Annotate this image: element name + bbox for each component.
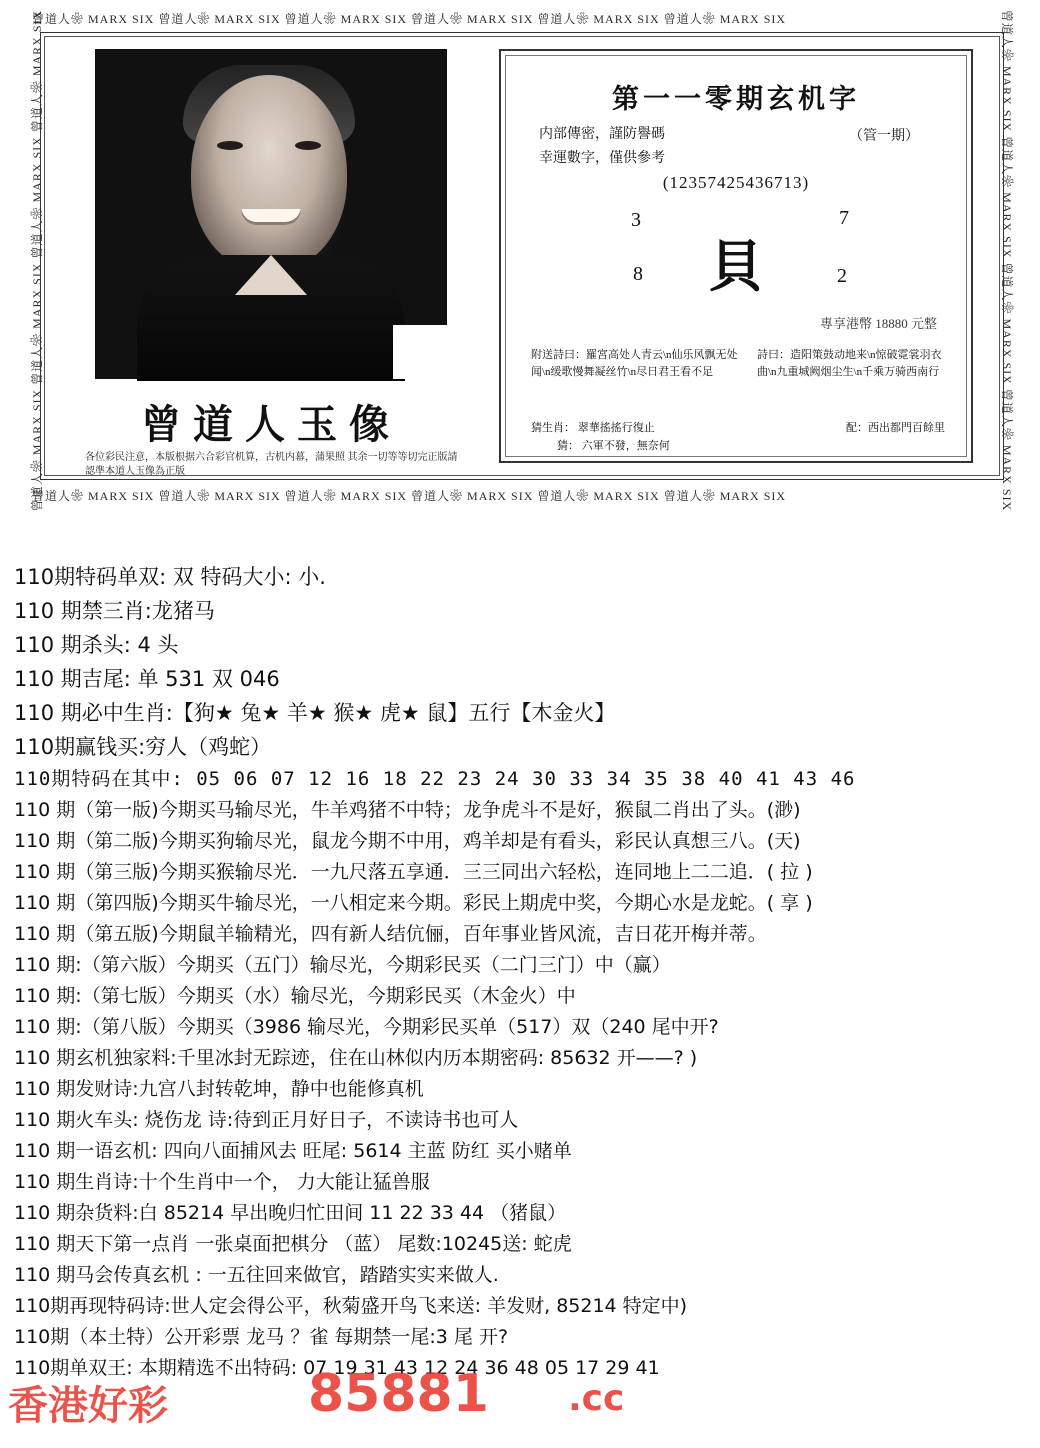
list-item: 110 期禁三肖:龙猪马 (14, 599, 215, 623)
oracle-corner-bottom-right: 2 (837, 265, 847, 287)
list-item: 110 期（第五版)今期鼠羊输精光，四有新人结伉俪，百年事业皆风流，吉日花开梅并蒂。 (14, 923, 767, 945)
list-item: 110 期发财诗:九宫八封转乾坤，静中也能修真机 (14, 1078, 424, 1100)
oracle-corner-top-left: 3 (631, 209, 641, 231)
watermark-number: 85881 (308, 1364, 489, 1424)
list-item: 110 期必中生肖:【狗★ 兔★ 羊★ 猴★ 虎★ 鼠】五行【木金火】 (14, 701, 616, 725)
list-item: 110 期火车头: 烧伤龙 诗:待到正月好日子，不读诗书也可人 (14, 1109, 519, 1131)
oracle-corner-bottom-left: 8 (633, 263, 643, 285)
oracle-poem-left: 附送詩曰：羅宮高处人青云\n仙乐风飘无处闻\n缓歌慢舞凝丝竹\n尽日君王看不足 (531, 349, 738, 378)
watermark-tld: .cc (568, 1378, 625, 1419)
poster-banner (18, 6, 1026, 512)
oracle-guess-zodiac: 猜生肖： 翠華搖搖行復止 (531, 422, 655, 434)
list-item: 110期特码在其中: 05 06 07 12 16 18 22 23 24 30 33 34 35 38 40 41 43 46 (14, 768, 856, 790)
list-item: 110 期吉尾: 单 531 双 046 (14, 667, 280, 691)
list-item: 110 期一语玄机: 四向八面捕风去 旺尾: 5614 主蓝 防红 买小赌单 (14, 1140, 572, 1162)
oracle-lucky-numbers: (12357425436713) (662, 173, 810, 192)
list-item: 110 期马会传真玄机 : 一五往回来做官，踏踏实实来做人. (14, 1264, 499, 1286)
portrait-photo (95, 49, 447, 379)
list-item: 110 期玄机独家料:千里冰封无踪迹，住在山林似内历本期密码: 85632 开——? ) (14, 1047, 698, 1069)
list-item: 110期再现特码诗:世人定会得公平，秋菊盛开鸟飞来送: 羊发财, 85214 特定中) (14, 1295, 688, 1317)
list-item: 110 期（第四版)今期买牛输尽光，一八相定来今期。彩民上期虎中奖，今期心水是龙蛇。( 享 ) (14, 892, 813, 914)
poster-marquee-bottom: 曾道人❀ MARX SIX 曾道人❀ MARX SIX 曾道人❀ MARX SIX 曾道人❀ MARX SIX 曾道人❀ MARX SIX 曾道人❀ MARX SIX (32, 489, 787, 503)
list-item: 110 期（第一版)今期买马输尽光，牛羊鸡猪不中特；龙争虎斗不是好，猴鼠二肖出了头。(渺) (14, 799, 801, 821)
list-item: 110期特码单双: 双 特码大小: 小. (14, 565, 326, 589)
oracle-line1: 内部傳密，謹防譽碼 (539, 127, 665, 142)
oracle-big-character: 貝 (708, 237, 764, 299)
list-item: 110 期（第三版)今期买猴输尽光．一九尺落五享通．三三同出六轻松，连同地上二二追．( 拉 ) (14, 861, 813, 883)
list-item: 110 期杀头: 4 头 (14, 633, 179, 657)
oracle-line1b: （管一期） (849, 129, 919, 144)
oracle-card-title: 第一一零期玄机字 (612, 84, 860, 114)
portrait-face (191, 75, 347, 271)
list-item: 110期（本土特）公开彩票 龙马 ？雀 每期禁一尾:3 尾 开? (14, 1326, 509, 1348)
list-item: 110 期生肖诗:十个生肖中一个， 力大能让猛兽服 (14, 1171, 430, 1193)
poster-marquee-left: 曾道人❀ MARX SIX 曾道人❀ MARX SIX 曾道人❀ MARX SIX 曾道人❀ MARX SIX (30, 9, 45, 512)
oracle-guess-second: 猜： 六軍不發，無奈何 (557, 440, 670, 452)
oracle-line2: 幸運數字，僅供參考 (539, 151, 665, 166)
oracle-pair-line: 配：西出都門百餘里 (846, 422, 945, 434)
portrait-mouth (241, 209, 301, 225)
list-item: 110 期:（第七版）今期买（水）输尽光，今期彩民买（木金火）中 (14, 985, 576, 1007)
watermark-site-name: 香港好彩 (8, 1383, 168, 1428)
portrait-eyes (213, 141, 325, 151)
list-item: 110期单双王: 本期精选不出特码: 07 19 31 43 12 24 36 48 05 17 29 41 (14, 1357, 660, 1379)
prediction-list (14, 560, 1030, 1384)
list-item: 110 期天下第一点肖 一张桌面把棋分 （蓝） 尾数:10245送: 蛇虎 (14, 1233, 572, 1255)
list-item: 110 期（第二版)今期买狗输尽光，鼠龙今期不中用，鸡羊却是有看头，彩民认真想三八。(天) (14, 830, 801, 852)
oracle-price-note: 專享港幣 18880 元整 (819, 316, 937, 331)
oracle-card (499, 49, 973, 463)
portrait-note: 各位彩民注意，本版根据六合彩官机算，古机内幕，蒲果照 其余一切等等切完正版請認準本道人玉像為正版 (85, 452, 458, 477)
poster-marquee-right: 曾道人❀ MARX SIX 曾道人❀ MARX SIX 曾道人❀ MARX SIX 曾道人❀ MARX SIX (999, 9, 1014, 512)
list-item: 110 期:（第六版）今期买（五门）输尽光，今期彩民买（二门三门）中（赢） (14, 954, 671, 976)
list-item: 110 期杂货料:白 85214 早出晚归忙田间 11 22 33 44 （猪鼠） (14, 1202, 567, 1224)
portrait-title: 曾道人玉像 (141, 402, 401, 447)
photo-corner-blank (393, 325, 447, 379)
list-item: 110期赢钱买:穷人（鸡蛇） (14, 735, 272, 759)
list-item: 110 期:（第八版）今期买（3986 输尽光，今期彩民买单（517）双（240 尾中开? (14, 1016, 719, 1038)
poster-marquee-top: 曾道人❀ MARX SIX 曾道人❀ MARX SIX 曾道人❀ MARX SIX 曾道人❀ MARX SIX 曾道人❀ MARX SIX 曾道人❀ MARX SIX (32, 12, 787, 26)
oracle-corner-top-right: 7 (839, 207, 849, 229)
oracle-poem-right: 詩曰：造阳策鼓动地来\n惊破霓裳羽衣曲\n九重城阙烟尘生\n千乘万骑西南行 (757, 349, 942, 378)
portrait-block (75, 45, 475, 477)
poster-inner-frame (40, 32, 1004, 480)
